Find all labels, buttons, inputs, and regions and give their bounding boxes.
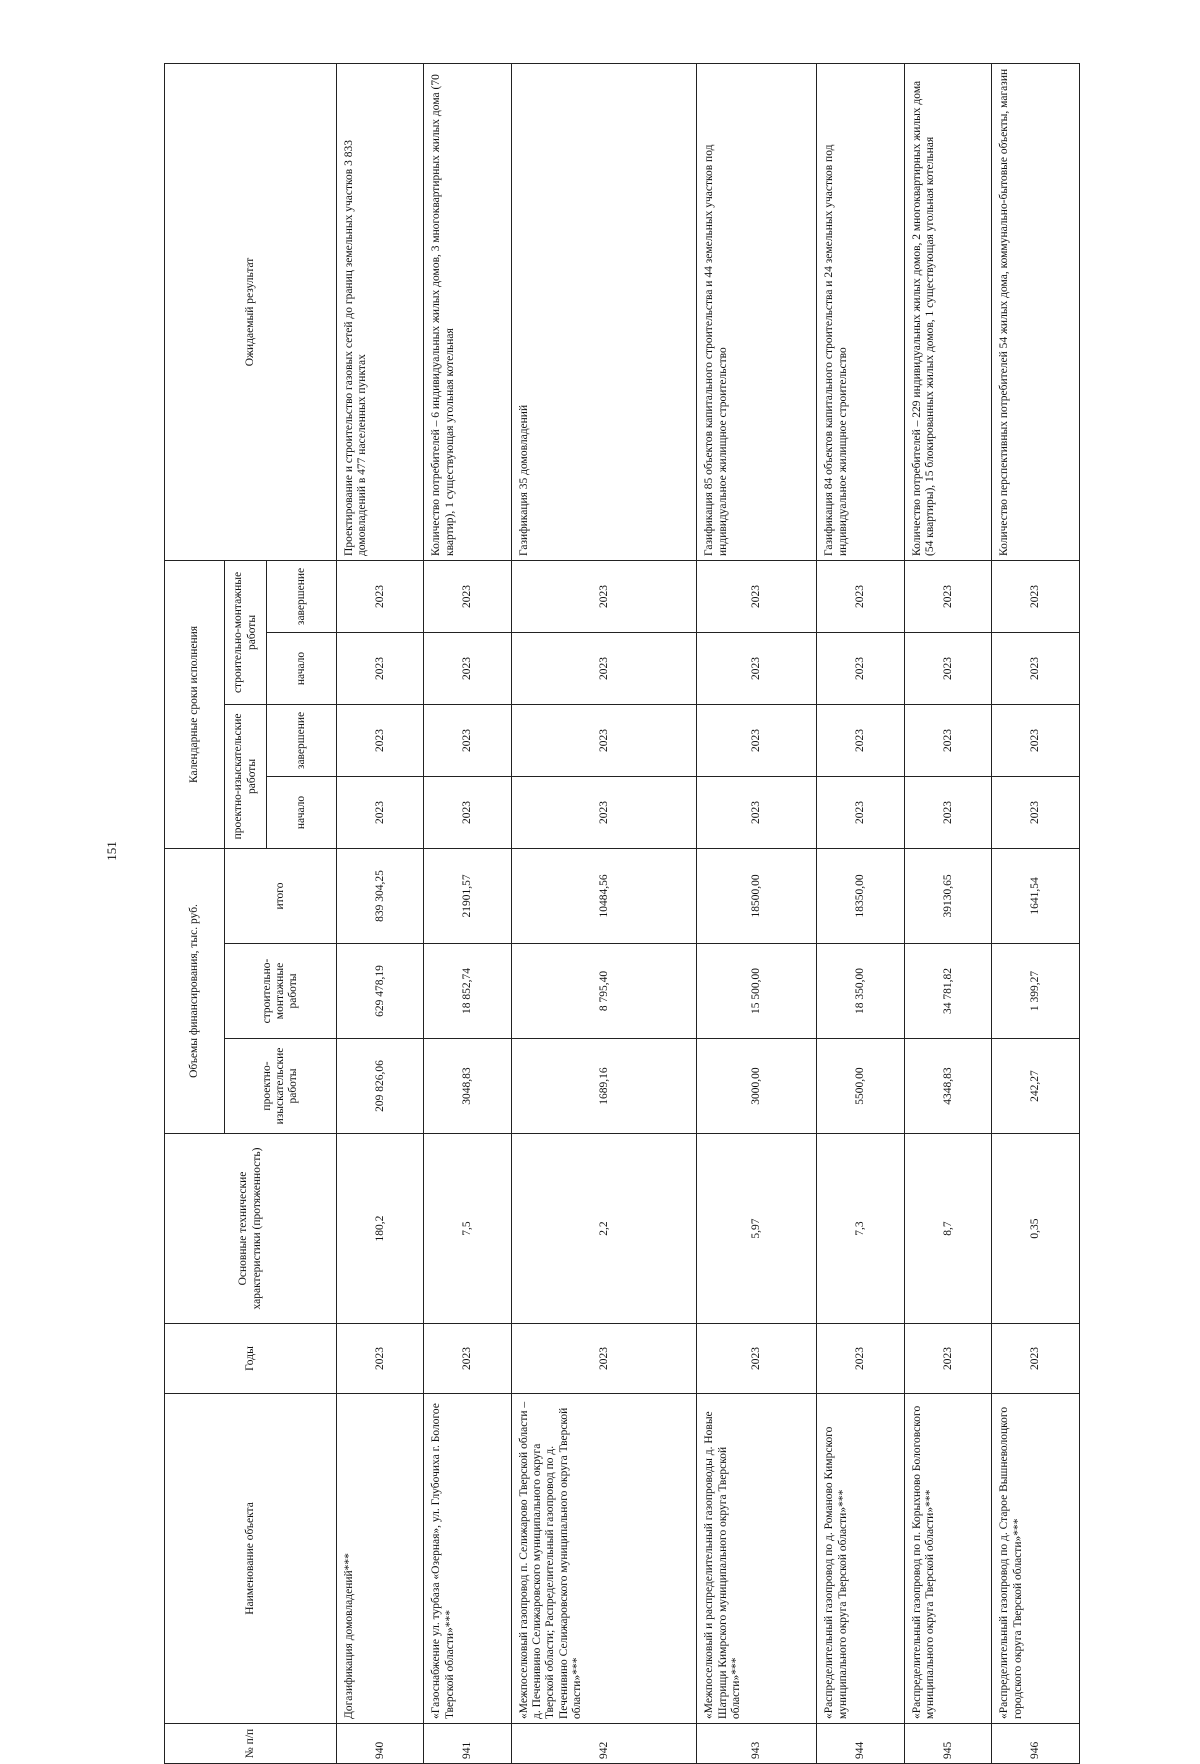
object-name: «Газоснабжение ул. турбаза «Озерная», ул. Глубочиха г. Бологое Тверской области»*** [424,1394,511,1724]
expected-result: Газификация 35 домовладений [511,63,696,560]
row-num: 945 [904,1724,991,1764]
year: 2023 [992,1324,1080,1394]
row-num: 942 [511,1724,696,1764]
design-end: 2023 [337,704,424,776]
year: 2023 [697,1324,817,1394]
table-row [337,63,424,1763]
row-num: 943 [697,1724,817,1764]
object-name: «Межпоселковый и распределительный газопроводы д. Новые Шатрищи Кимрского муниципального округа Тверской области»*** [697,1394,817,1724]
construction-cost: 34 781,82 [904,944,991,1039]
length: 5,97 [697,1134,817,1324]
document-sheet [164,64,1080,1764]
header-name: Наименование объекта [165,1394,337,1724]
design-end: 2023 [511,704,696,776]
construction-start: 2023 [697,632,817,704]
design-end: 2023 [992,704,1080,776]
design-cost: 242,27 [992,1039,1080,1134]
expected-result: Количество перспективных потребителей 54 жилых дома, коммунально-бытовые объекты, магазин [992,63,1080,560]
construction-start: 2023 [424,632,511,704]
object-name: Догазификация домовладений*** [337,1394,424,1724]
construction-start: 2023 [337,632,424,704]
year: 2023 [511,1324,696,1394]
header-design-end: завершение [267,704,337,776]
table-row [904,63,991,1763]
table-row [511,63,696,1763]
design-end: 2023 [904,704,991,776]
row-num: 944 [817,1724,904,1764]
design-cost: 5500,00 [817,1039,904,1134]
expected-result: Газификация 84 объектов капитального строительства и 24 земельных участков под индивидуальное жилищное строительство [817,63,904,560]
design-cost: 1689,16 [511,1039,696,1134]
construction-end: 2023 [697,560,817,632]
header-construction-end: завершение [267,560,337,632]
year: 2023 [424,1324,511,1394]
design-start: 2023 [817,776,904,848]
header-design-start: начало [267,776,337,848]
design-start: 2023 [424,776,511,848]
object-name: «Распределительный газопровод по п. Корыхново Бологовского муниципального округа Тверской области»*** [904,1394,991,1724]
construction-start: 2023 [817,632,904,704]
header-years: Годы [165,1324,337,1394]
table-row [817,63,904,1763]
length: 8,7 [904,1134,991,1324]
design-start: 2023 [697,776,817,848]
total-cost: 10484,56 [511,848,696,943]
total-cost: 39130,65 [904,848,991,943]
gas-objects-table [164,63,1080,1764]
construction-end: 2023 [992,560,1080,632]
construction-cost: 1 399,27 [992,944,1080,1039]
length: 0,35 [992,1134,1080,1324]
construction-end: 2023 [817,560,904,632]
design-end: 2023 [817,704,904,776]
year: 2023 [904,1324,991,1394]
row-num: 940 [337,1724,424,1764]
header-num: № п/п [165,1724,337,1764]
total-cost: 18500,00 [697,848,817,943]
year: 2023 [817,1324,904,1394]
design-end: 2023 [424,704,511,776]
construction-end: 2023 [511,560,696,632]
object-name: «Распределительный газопровод по д. Старое Вышневолоцкого городского округа Тверской области»*** [992,1394,1080,1724]
row-num: 946 [992,1724,1080,1764]
design-start: 2023 [511,776,696,848]
year: 2023 [337,1324,424,1394]
design-start: 2023 [904,776,991,848]
header-tech: Основные технические характеристики (протяженность) [165,1134,337,1324]
design-cost: 3000,00 [697,1039,817,1134]
length: 7,3 [817,1134,904,1324]
header-calendar-construction: строительно-монтажные работы [225,560,267,704]
header-calendar: Календарные сроки исполнения [165,560,225,848]
header-result: Ожидаемый результат [165,63,337,560]
construction-cost: 15 500,00 [697,944,817,1039]
design-cost: 4348,83 [904,1039,991,1134]
design-cost: 209 826,06 [337,1039,424,1134]
design-end: 2023 [697,704,817,776]
construction-start: 2023 [511,632,696,704]
header-calendar-design: проектно-изыскательские работы [225,704,267,848]
header-construction-start: начало [267,632,337,704]
total-cost: 18350,00 [817,848,904,943]
header-finance-design: проектно-изыскательские работы [225,1039,337,1134]
length: 7,5 [424,1134,511,1324]
design-start: 2023 [337,776,424,848]
expected-result: Количество потребителей – 6 индивидуальных жилых домов, 3 многоквартирных жилых дома (70 квартир), 1 существующая угольная котельная [424,63,511,560]
construction-cost: 18 852,74 [424,944,511,1039]
construction-end: 2023 [904,560,991,632]
table-row [992,63,1080,1763]
length: 2,2 [511,1134,696,1324]
construction-cost: 629 478,19 [337,944,424,1039]
construction-cost: 8 795,40 [511,944,696,1039]
design-cost: 3048,83 [424,1039,511,1134]
page-number: 151 [104,841,119,861]
construction-end: 2023 [424,560,511,632]
length: 180,2 [337,1134,424,1324]
construction-start: 2023 [992,632,1080,704]
expected-result: Количество потребителей – 229 индивидуальных жилых домов, 2 многоквартирных жилых дома (54 квартиры), 15 блокированных жилых домов, 1 существующая угольная котельная [904,63,991,560]
row-num: 941 [424,1724,511,1764]
total-cost: 1641,54 [992,848,1080,943]
construction-cost: 18 350,00 [817,944,904,1039]
expected-result: Проектирование и строительство газовых сетей до границ земельных участков 3 833 домовладений в 477 населенных пунктах [337,63,424,560]
table-row [424,63,511,1763]
header-finance-construction: строительно-монтажные работы [225,944,337,1039]
construction-start: 2023 [904,632,991,704]
total-cost: 21901,57 [424,848,511,943]
header-finance-total: итого [225,848,337,943]
object-name: «Распределительный газопровод по д. Романово Кимрского муниципального округа Тверской области»*** [817,1394,904,1724]
design-start: 2023 [992,776,1080,848]
object-name: «Межпоселковый газопровод п. Селижарово Тверской области – д. Печенивино Селижаровского муниципального округа Тверской области; Распределительный газопровод по д. Печенивино Селижаровского муниципального округа Тверской области»*** [511,1394,696,1724]
total-cost: 839 304,25 [337,848,424,943]
header-finance: Объемы финансирования, тыс. руб. [165,848,225,1133]
expected-result: Газификация 85 объектов капитального строительства и 44 земельных участков под индивидуальное жилищное строительство [697,63,817,560]
construction-end: 2023 [337,560,424,632]
table-row [697,63,817,1763]
